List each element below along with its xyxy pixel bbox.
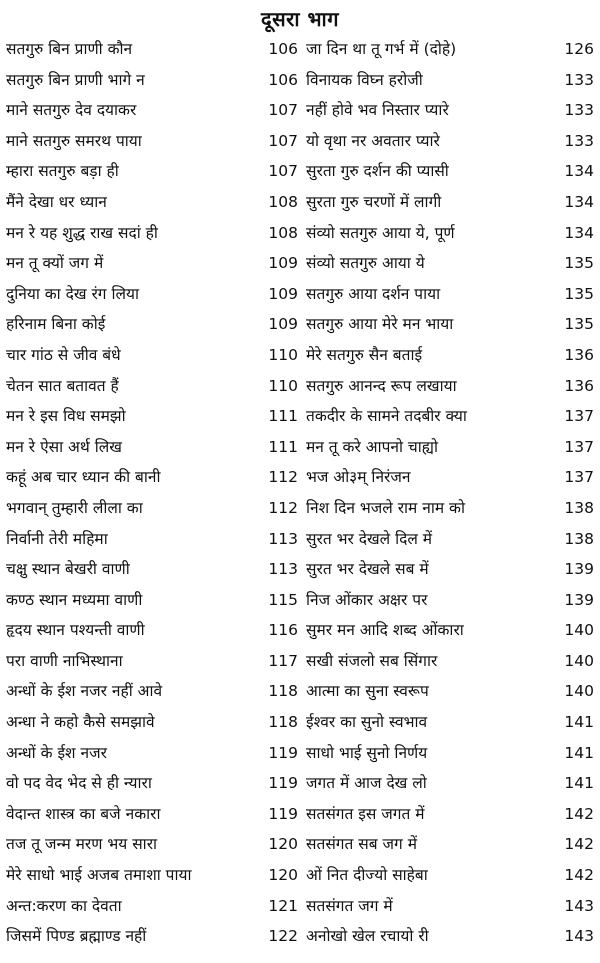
right-entry-page: 137 — [564, 407, 594, 426]
right-entry-title: नहीं होवे भव निस्तार प्यारे — [306, 101, 449, 120]
right-entry-title: सतसंगत इस जगत में — [306, 804, 425, 823]
contents-row — [0, 493, 600, 524]
right-entry-page: 133 — [564, 70, 594, 89]
left-entry-page: 107 — [268, 162, 298, 181]
left-entry-page: 107 — [268, 131, 298, 150]
right-entry-title: तकदीर के सामने तदबीर क्या — [306, 407, 467, 426]
right-entry-page: 135 — [564, 315, 594, 334]
left-entry-page: 113 — [268, 529, 298, 548]
left-entry-title: सतगुरु बिन प्राणी कौन — [6, 40, 133, 58]
contents-row — [0, 248, 600, 279]
right-entry-page: 133 — [564, 131, 594, 150]
left-entry-title: मेरे साधो भाई अजब तमाशा पाया — [6, 866, 192, 885]
right-entry-page: 142 — [564, 835, 594, 854]
contents-row — [0, 921, 600, 952]
left-entry-title: माने सतगुरु देव दयाकर — [6, 101, 137, 120]
right-entry-title: यो वृथा नर अवतार प्यारे — [306, 131, 440, 150]
right-entry-page: 138 — [564, 529, 594, 548]
left-entry-page: 110 — [268, 376, 298, 395]
contents-list — [0, 34, 600, 952]
right-entry-title: आत्मा का सुना स्वरूप — [306, 682, 429, 701]
left-entry-page: 119 — [268, 743, 298, 762]
left-entry-title: मन रे इस विध समझो — [6, 407, 126, 426]
left-entry-title: चक्षु स्थान बेखरी वाणी — [6, 560, 130, 579]
right-entry-page: 141 — [564, 774, 594, 793]
left-entry-title: अन्धा ने कहो कैसे समझावे — [6, 713, 155, 732]
right-entry-title: निज ओंकार अक्षर पर — [306, 590, 428, 609]
left-entry-page: 109 — [268, 315, 298, 334]
contents-row — [0, 309, 600, 340]
contents-row — [0, 524, 600, 555]
right-entry-title: भज ओ३म् निरंजन — [306, 468, 411, 487]
right-entry-page: 139 — [564, 560, 594, 579]
right-entry-page: 143 — [564, 927, 594, 946]
right-entry-title: ईश्वर का सुनो स्वभाव — [306, 713, 428, 732]
right-entry-page: 136 — [564, 345, 594, 364]
right-entry-title: ओं नित दीज्यो साहेबा — [306, 866, 428, 885]
section-heading: दूसरा भाग — [261, 7, 339, 31]
left-entry-title: हरिनाम बिना कोई — [6, 315, 106, 334]
left-entry-page: 118 — [268, 713, 298, 732]
left-entry-title: अन्धों के ईश नजर नहीं आवे — [6, 682, 163, 701]
right-entry-title: सुरता गुरु चरणों में लागी — [306, 192, 442, 211]
right-entry-page: 134 — [564, 223, 594, 242]
left-entry-title: वो पद वेद भेद से ही न्यारा — [6, 774, 152, 793]
contents-row — [0, 462, 600, 493]
right-entry-page: 135 — [564, 284, 594, 303]
left-entry-page: 116 — [268, 621, 298, 640]
left-entry-title: चेतन सात बतावत हैं — [6, 376, 119, 395]
left-entry-title: दुनिया का देख रंग लिया — [6, 284, 139, 303]
contents-row — [0, 676, 600, 707]
left-entry-page: 108 — [268, 192, 298, 211]
left-entry-title: मन रे ऐसा अर्थ लिख — [6, 437, 122, 456]
right-entry-page: 136 — [564, 376, 594, 395]
right-entry-page: 141 — [564, 743, 594, 762]
left-entry-page: 115 — [268, 590, 298, 609]
contents-row — [0, 126, 600, 157]
contents-row — [0, 95, 600, 126]
right-entry-title: साधो भाई सुनो निर्णय — [306, 743, 428, 762]
left-entry-title: कहूं अब चार ध्यान की बानी — [6, 468, 161, 487]
contents-row — [0, 768, 600, 799]
left-entry-title: भगवान् तुम्हारी लीला का — [6, 498, 143, 517]
right-entry-title: सुरत भर देखले सब में — [306, 560, 429, 579]
contents-row — [0, 707, 600, 738]
contents-row — [0, 34, 600, 65]
contents-row — [0, 554, 600, 585]
right-entry-title: सतसंगत जग में — [306, 896, 393, 915]
right-entry-page: 141 — [564, 713, 594, 732]
left-entry-page: 111 — [268, 437, 298, 456]
left-entry-page: 120 — [268, 866, 298, 885]
right-entry-title: सतसंगत सब जग में — [306, 835, 417, 854]
left-entry-page: 112 — [268, 468, 298, 487]
left-entry-page: 118 — [268, 682, 298, 701]
contents-row — [0, 371, 600, 402]
left-entry-page: 106 — [268, 70, 298, 89]
left-entry-title: अन्त:करण का देवता — [6, 896, 122, 915]
left-entry-title: कण्ठ स्थान मध्यमा वाणी — [6, 590, 143, 609]
contents-row — [0, 799, 600, 830]
right-entry-title: निश दिन भजले राम नाम को — [306, 498, 465, 517]
left-entry-title: अन्धों के ईश नजर — [6, 743, 107, 762]
contents-row — [0, 585, 600, 616]
contents-row — [0, 615, 600, 646]
right-entry-page: 134 — [564, 192, 594, 211]
left-entry-title: जिसमें पिण्ड ब्रह्माण्ड नहीं — [6, 927, 147, 946]
left-entry-page: 119 — [268, 804, 298, 823]
contents-row — [0, 340, 600, 371]
right-entry-title: मेरे सतगुरु सैन बताई — [306, 345, 423, 364]
left-entry-title: चार गांठ से जीव बंधे — [6, 345, 121, 364]
contents-row — [0, 156, 600, 187]
contents-row — [0, 65, 600, 96]
left-entry-page: 107 — [268, 101, 298, 120]
right-entry-title: सुरता गुरु दर्शन की प्यासी — [306, 162, 449, 181]
left-entry-page: 106 — [268, 40, 298, 58]
left-entry-page: 117 — [268, 651, 298, 670]
right-entry-page: 142 — [564, 866, 594, 885]
right-entry-page: 140 — [564, 682, 594, 701]
contents-row — [0, 646, 600, 677]
left-entry-page: 111 — [268, 407, 298, 426]
right-entry-page: 133 — [564, 101, 594, 120]
left-entry-page: 112 — [268, 498, 298, 517]
right-entry-page: 143 — [564, 896, 594, 915]
right-entry-title: सतगुरु आया दर्शन पाया — [306, 284, 441, 303]
left-entry-page: 122 — [268, 927, 298, 946]
contents-row — [0, 401, 600, 432]
right-entry-page: 126 — [564, 40, 594, 58]
contents-row — [0, 891, 600, 922]
right-entry-title: जगत में आज देख लो — [306, 774, 427, 793]
left-entry-title: मन रे यह शुद्ध राख सदां ही — [6, 223, 158, 242]
right-entry-page: 134 — [564, 162, 594, 181]
right-entry-title: जा दिन था तू गर्भ में (दोहे) — [306, 40, 457, 58]
right-entry-title: सतगुरु आया मेरे मन भाया — [306, 315, 454, 334]
contents-row — [0, 738, 600, 769]
left-entry-title: निर्वानी तेरी महिमा — [6, 529, 108, 548]
right-entry-page: 140 — [564, 651, 594, 670]
left-entry-title: सतगुरु बिन प्राणी भागे न — [6, 70, 145, 89]
left-entry-page: 120 — [268, 835, 298, 854]
right-entry-title: विनायक विघ्न हरोजी — [306, 70, 423, 89]
left-entry-page: 108 — [268, 223, 298, 242]
right-entry-page: 137 — [564, 437, 594, 456]
contents-row — [0, 218, 600, 249]
right-entry-page: 139 — [564, 590, 594, 609]
left-entry-title: म्हारा सतगुरु बड़ा ही — [6, 162, 119, 181]
right-entry-page: 140 — [564, 621, 594, 640]
right-entry-title: संव्यो सतगुरु आया ये — [306, 254, 425, 273]
left-entry-title: हृदय स्थान पश्यन्ती वाणी — [6, 621, 145, 640]
contents-row — [0, 432, 600, 463]
right-entry-title: संव्यो सतगुरु आया ये, पूर्ण — [306, 223, 455, 242]
left-entry-title: मैंने देखा धर ध्यान — [6, 192, 107, 211]
left-entry-title: माने सतगुरु समरथ पाया — [6, 131, 142, 150]
left-entry-title: वेदान्त शास्त्र का बजे नकारा — [6, 804, 161, 823]
right-entry-title: सतगुरु आनन्द रूप लखाया — [306, 376, 457, 395]
left-entry-page: 113 — [268, 560, 298, 579]
right-entry-title: मन तू करे आपनो चाह्यो — [306, 437, 438, 456]
left-entry-page: 109 — [268, 284, 298, 303]
contents-row — [0, 187, 600, 218]
left-entry-page: 110 — [268, 345, 298, 364]
right-entry-page: 138 — [564, 498, 594, 517]
right-entry-title: सखी संजलो सब सिंगार — [306, 651, 438, 670]
right-entry-title: सुरत भर देखले दिल में — [306, 529, 433, 548]
right-entry-title: अनोखो खेल रचायो री — [306, 927, 429, 946]
left-entry-page: 119 — [268, 774, 298, 793]
right-entry-title: सुमर मन आदि शब्द ओंकारा — [306, 621, 464, 640]
contents-row — [0, 860, 600, 891]
left-entry-page: 109 — [268, 254, 298, 273]
contents-row — [0, 279, 600, 310]
left-entry-page: 121 — [268, 896, 298, 915]
right-entry-page: 137 — [564, 468, 594, 487]
left-entry-title: परा वाणी नाभिस्थाना — [6, 651, 123, 670]
contents-row — [0, 829, 600, 860]
left-entry-title: मन तू क्यों जग में — [6, 254, 104, 273]
left-entry-title: तज तू जन्म मरण भय सारा — [6, 835, 158, 854]
right-entry-page: 135 — [564, 254, 594, 273]
right-entry-page: 142 — [564, 804, 594, 823]
